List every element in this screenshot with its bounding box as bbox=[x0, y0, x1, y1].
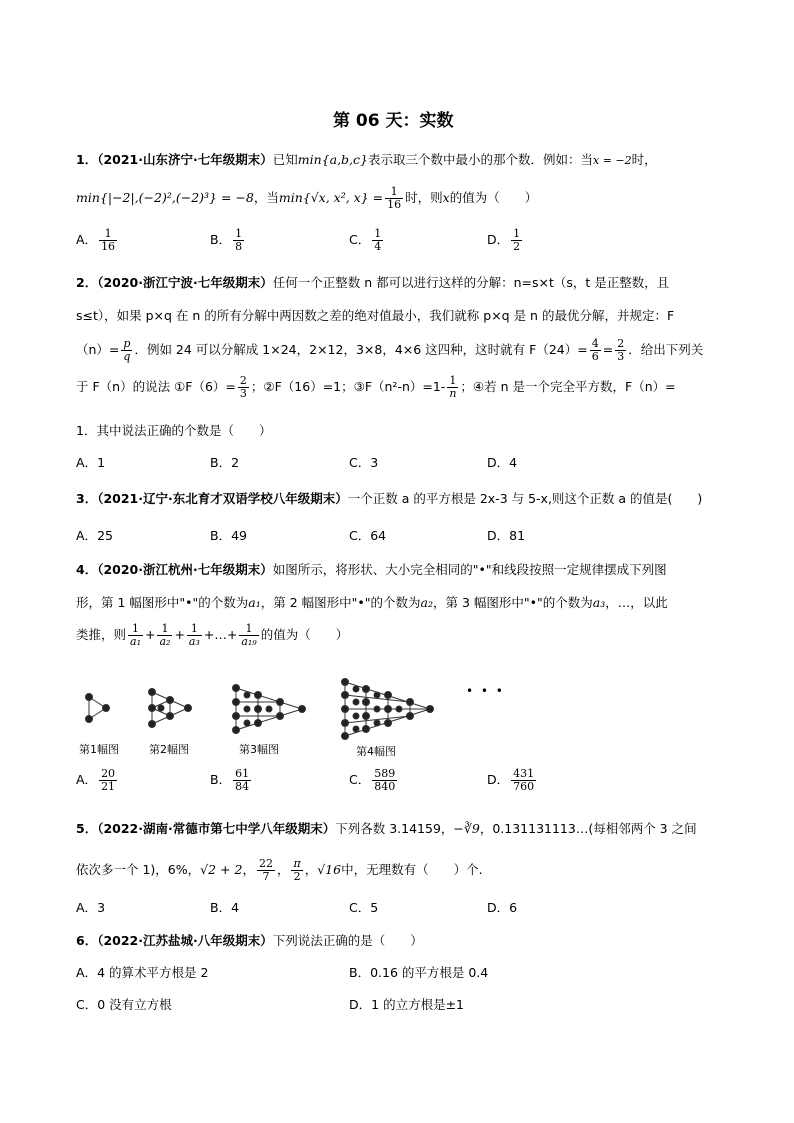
question-6-line-1 bbox=[76, 931, 423, 949]
question-4-line-3: 类推，则 $\frac{1}{\text{a₁}}$ + $\frac{1}{\text{a₂}}$ + $\frac{1}{\text{a₃}}$ +…+ $\frac{1}{\text{a₁₉}}$ 的值为（ ） bbox=[76, 622, 349, 649]
question-source: （2021·辽宁·东北育才双语学校八年级期末） bbox=[97, 491, 348, 506]
figure-4-caption: 第4幅图 bbox=[356, 745, 396, 758]
question-4-option-c[interactable]: C． $\frac{589}{840}$ bbox=[349, 767, 396, 794]
question-1-option-d[interactable]: D． $\frac{1}{2}$ bbox=[487, 227, 521, 254]
question-6-option-a[interactable]: A．4 的算术平方根是 2 bbox=[76, 965, 209, 980]
question-1-option-c[interactable]: C． $\frac{1}{4}$ bbox=[349, 227, 382, 254]
question-3-option-d[interactable]: D．81 bbox=[487, 528, 526, 543]
question-text: 如图所示，将形状、大小完全相同的"•"和线段按照一定规律摆成下列图 bbox=[272, 562, 667, 577]
question-4-line-2: 形，第 1 幅图形中"•"的个数为a₁，第 2 幅图形中"•"的个数为a₂，第 3 幅图形中"•"的个数为a₃，…，以此 bbox=[76, 595, 668, 610]
question-1-line-2 bbox=[76, 186, 537, 211]
question-1-option-a[interactable]: A． $\frac{1}{16}$ bbox=[76, 227, 116, 254]
question-6-option-d[interactable]: D．1 的立方根是±1 bbox=[349, 997, 464, 1012]
math-expression: min{a,b,c} bbox=[297, 152, 368, 167]
page-title: 第 06 天：实数 bbox=[333, 111, 454, 131]
question-text: 的值为（ ） bbox=[449, 190, 538, 206]
math-expression: min{√x, x², x} = bbox=[278, 190, 384, 206]
question-5-option-b[interactable]: B．4 bbox=[210, 900, 240, 915]
question-2-line-3: （n）= $\frac{p}{q}$ ．例如 24 可以分解成 1×24，2×12，3×8，4×6 这四种，这时就有 F（24）= $\frac{4}{6}$ = $\frac{2}{3}$ ．给出下列关 bbox=[76, 337, 704, 364]
figure-3 bbox=[233, 685, 306, 734]
question-2-line-5: 1．其中说法正确的个数是（ ） bbox=[76, 423, 272, 438]
question-number: 1． bbox=[76, 152, 98, 167]
question-1-line-1 bbox=[76, 150, 657, 168]
question-4-option-a[interactable]: A． $\frac{20}{21}$ bbox=[76, 767, 116, 794]
question-number: 2． bbox=[76, 275, 98, 290]
question-2-line-2: s≤t），如果 p×q 在 n 的所有分解中两因数之差的绝对值最小，我们就称 p×q 是 n 的最优分解，并规定：F bbox=[76, 308, 675, 323]
question-3-line-1 bbox=[76, 489, 702, 507]
question-5-option-d[interactable]: D．6 bbox=[487, 900, 518, 915]
question-text: 任何一个正整数 n 都可以进行这样的分解：n=s×t（s，t 是正整数，且 bbox=[272, 275, 670, 290]
question-2-option-b[interactable]: B．2 bbox=[210, 455, 240, 470]
question-2-option-a[interactable]: A．1 bbox=[76, 455, 106, 470]
question-5-option-c[interactable]: C．5 bbox=[349, 900, 379, 915]
question-2-option-d[interactable]: D．4 bbox=[487, 455, 518, 470]
question-number: 3． bbox=[76, 491, 98, 506]
question-number: 4． bbox=[76, 562, 98, 577]
question-source: （2021·山东济宁·七年级期末） bbox=[97, 152, 273, 167]
question-text: 时，则 bbox=[405, 190, 443, 206]
math-expression: x bbox=[442, 190, 450, 206]
dot-pattern-figures bbox=[70, 672, 490, 762]
question-2-line-1 bbox=[76, 273, 669, 291]
question-text: 表示取三个数中最小的那个数．例如：当 bbox=[367, 152, 593, 167]
question-4-option-d[interactable]: D． $\frac{431}{760}$ bbox=[487, 767, 535, 794]
question-2-option-c[interactable]: C．3 bbox=[349, 455, 379, 470]
question-source: （2022·江苏盐城·八年级期末） bbox=[97, 933, 273, 948]
question-source: （2022·湖南·常德市第七中学八年级期末） bbox=[97, 821, 336, 836]
figure-3-caption: 第3幅图 bbox=[239, 743, 279, 756]
question-number: 5． bbox=[76, 821, 98, 836]
question-6-option-c[interactable]: C．0 没有立方根 bbox=[76, 997, 172, 1012]
figure-1-caption: 第1幅图 bbox=[79, 743, 119, 756]
fraction: $\frac{1}{16}$ bbox=[387, 185, 402, 212]
question-1-option-b[interactable]: B． $\frac{1}{8}$ bbox=[210, 227, 243, 254]
question-number: 6． bbox=[76, 933, 98, 948]
figure-2 bbox=[149, 689, 192, 728]
question-source: （2020·浙江杭州·七年级期末） bbox=[97, 562, 273, 577]
question-4-line-1 bbox=[76, 560, 667, 578]
question-text: 时， bbox=[631, 152, 657, 167]
math-expression: min{|−2|,(−2)²,(−2)³} = −8 bbox=[76, 190, 254, 206]
question-5-line-2: 依次多一个 1)，6%，√2 + 2， $\frac{22}{7}$ ， $\frac{\pi}{2}$ ，√16中，无理数有（ ）个. bbox=[76, 857, 483, 884]
math-expression: x = −2 bbox=[593, 154, 632, 167]
question-3-option-b[interactable]: B．49 bbox=[210, 528, 247, 543]
question-text: ，当 bbox=[253, 190, 279, 206]
question-3-option-c[interactable]: C．64 bbox=[349, 528, 387, 543]
question-6-option-b[interactable]: B．0.16 的平方根是 0.4 bbox=[349, 965, 489, 980]
question-5-option-a[interactable]: A．3 bbox=[76, 900, 106, 915]
figure-2-caption: 第2幅图 bbox=[149, 743, 189, 756]
figure-1 bbox=[86, 694, 110, 723]
question-text: 已知 bbox=[272, 152, 298, 167]
question-source: （2020·浙江宁波·七年级期末） bbox=[97, 275, 273, 290]
question-4-option-b[interactable]: B． $\frac{61}{84}$ bbox=[210, 767, 250, 794]
question-text: 下列说法正确的是（ ） bbox=[272, 933, 423, 948]
ellipsis-more-figures: • • • bbox=[466, 684, 505, 698]
figure-4 bbox=[342, 679, 434, 740]
question-2-line-4: 于 F（n）的说法 ①F（6）= $\frac{2}{3}$ ；②F（16）=1；③F（n²-n）=1- $\frac{1}{n}$ ；④若 n 是一个完全平方数，F（n）= bbox=[76, 374, 676, 401]
question-3-option-a[interactable]: A．25 bbox=[76, 528, 113, 543]
question-5-line-1: 5．（2022·湖南·常德市第七中学八年级期末）下列各数 3.14159，−∛9，0.131131113…(每相邻两个 3 之间 bbox=[76, 821, 697, 836]
question-text: 一个正数 a 的平方根是 2x-3 与 5-x,则这个正数 a 的值是( ) bbox=[347, 491, 703, 506]
